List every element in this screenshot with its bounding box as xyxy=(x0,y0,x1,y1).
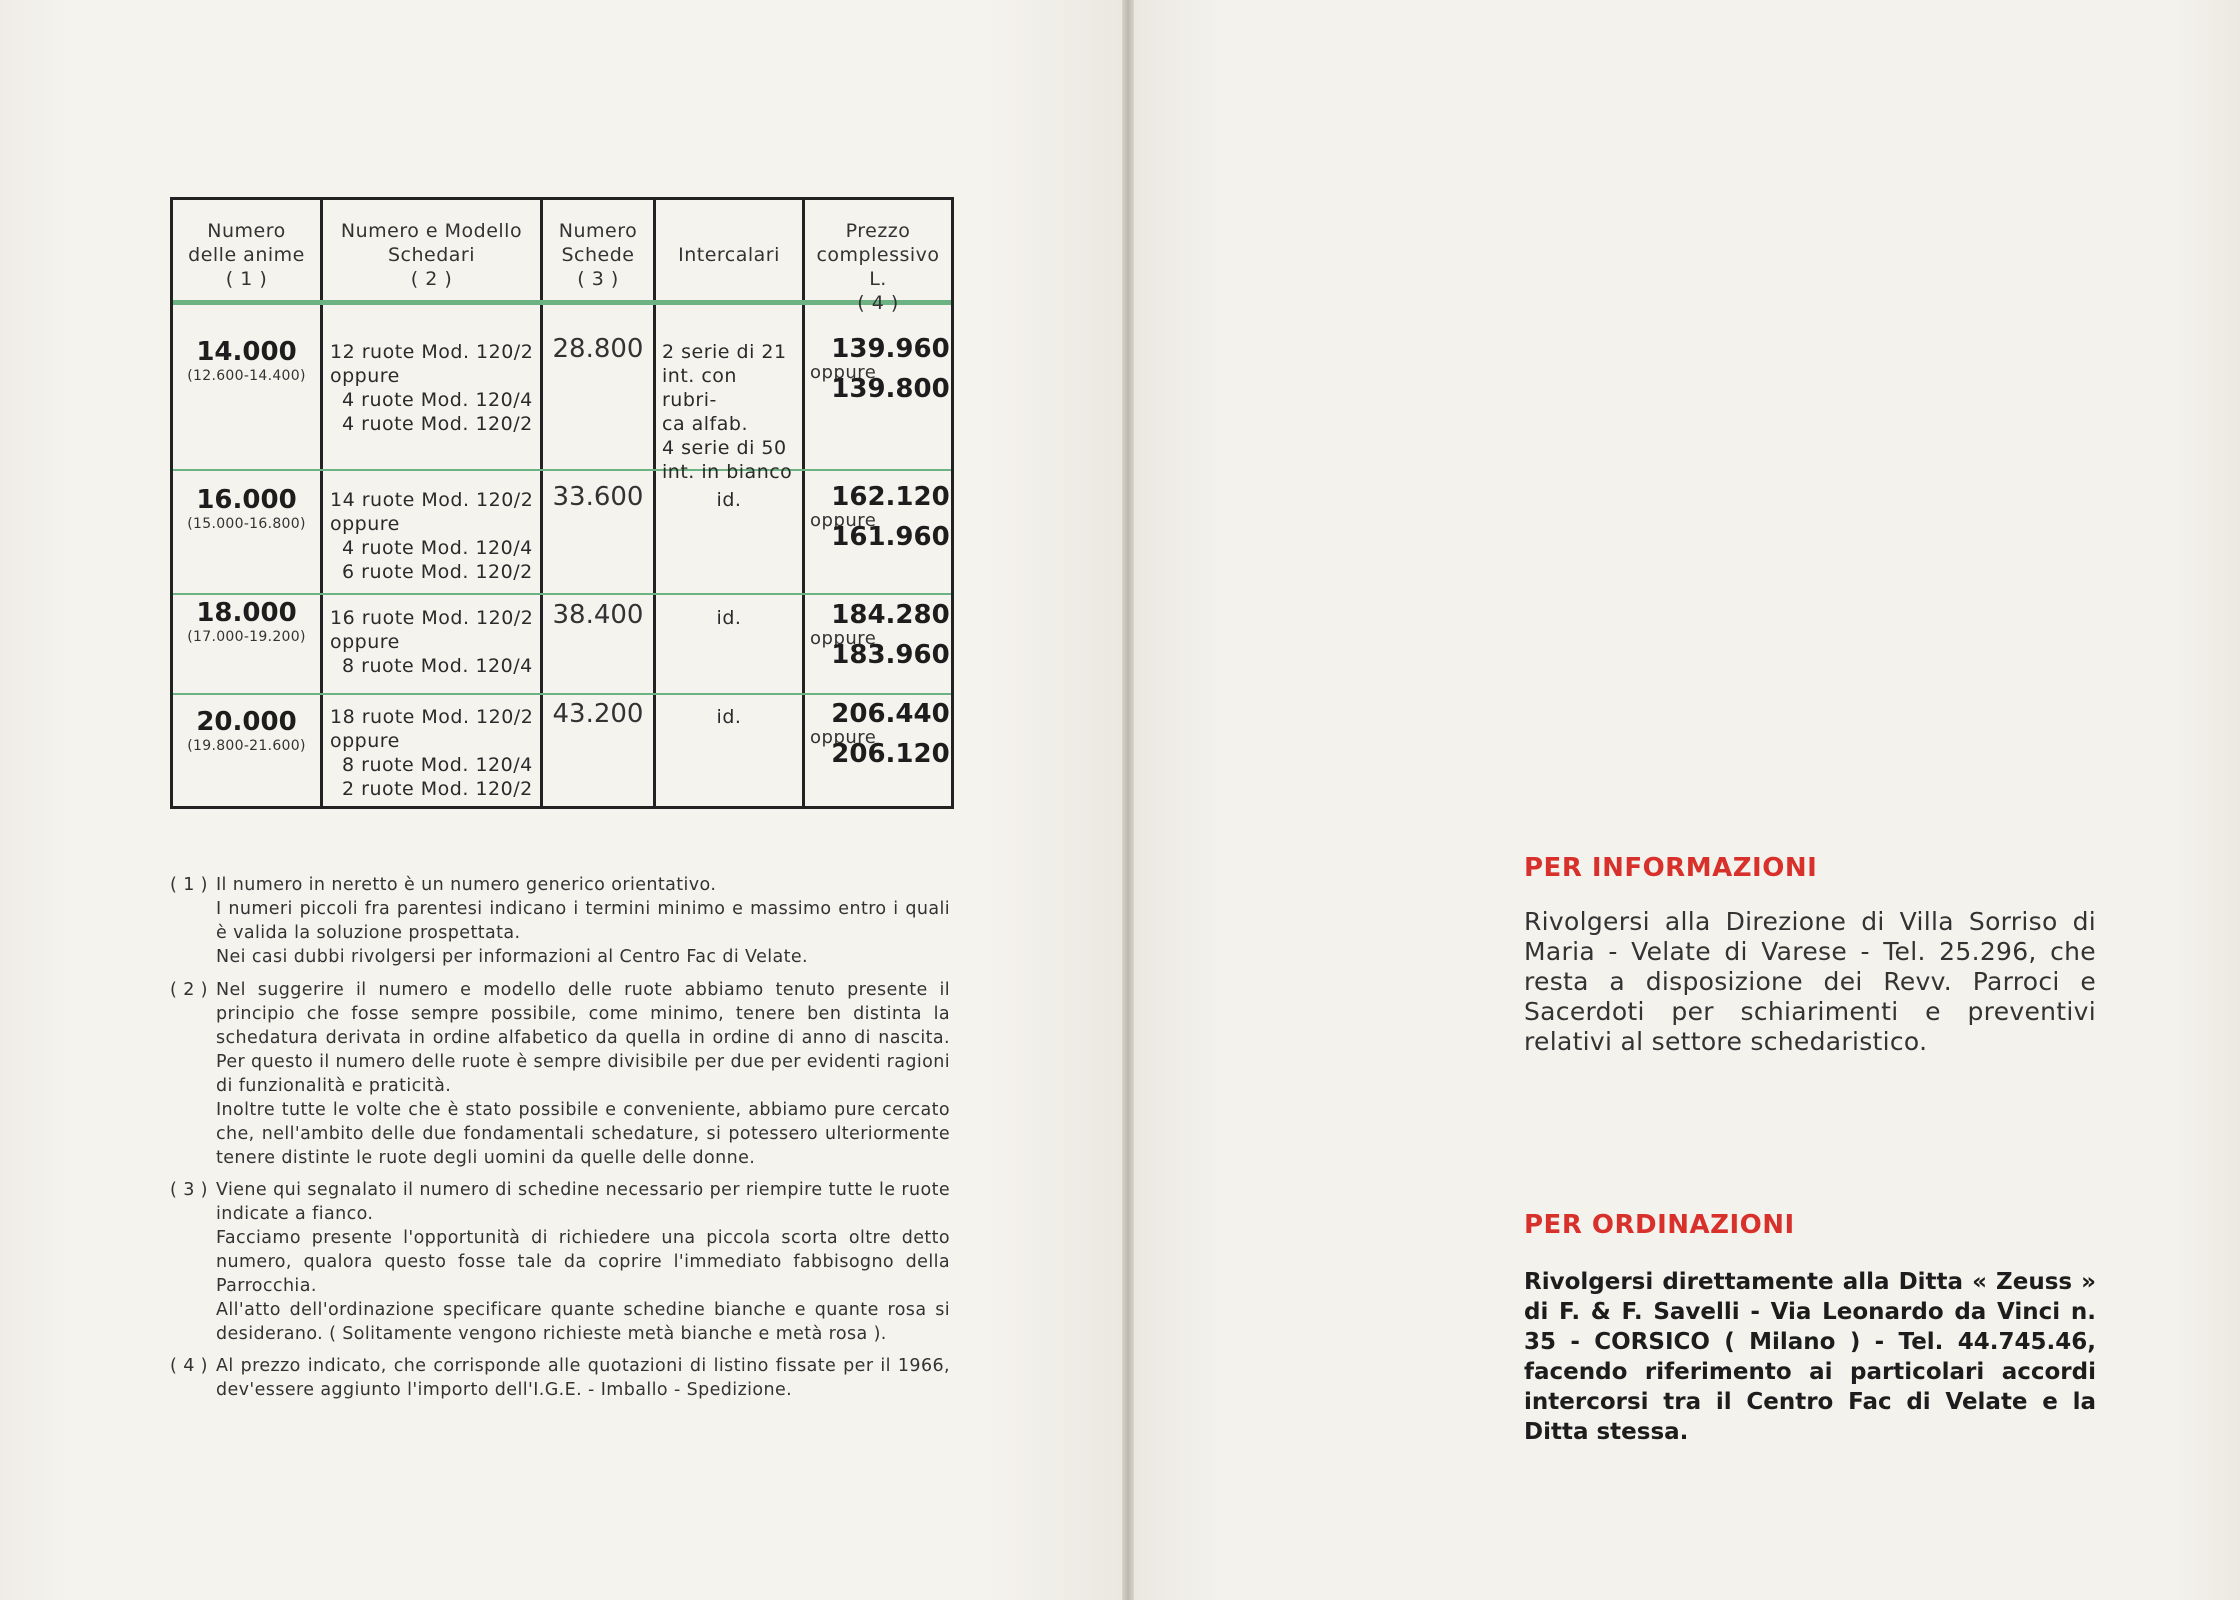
price-value: 162.120 xyxy=(831,482,950,512)
info-title: PER INFORMAZIONI xyxy=(1524,853,1818,883)
intercalari-cell xyxy=(662,340,798,484)
price-value: 206.120 xyxy=(831,739,950,769)
schedari-cell xyxy=(330,488,540,584)
schedari-cell xyxy=(330,340,540,436)
header-line: Schedari xyxy=(387,244,476,266)
schedari-line: 4 ruote Mod. 120/4 xyxy=(342,537,533,559)
schedari-line: 16 ruote Mod. 120/2 xyxy=(330,607,534,629)
intercalari-line: int. con rubri- xyxy=(662,365,737,411)
schedari-line: 2 ruote Mod. 120/2 xyxy=(342,778,533,800)
header-line: Schede xyxy=(561,244,635,266)
footnote-text: Nei casi dubbi rivolgersi per informazioni al Centro Fac di Velate. xyxy=(216,947,809,967)
header-line: Prezzo xyxy=(845,220,911,242)
header-intercalari xyxy=(656,243,802,267)
oppure-label: oppure xyxy=(810,362,877,383)
prezzo-cell xyxy=(810,334,951,404)
footnote-text: Il numero in neretto è un numero generico orientativo. xyxy=(216,875,717,895)
book-spine xyxy=(1122,0,1134,1600)
anime-range: (17.000-19.200) xyxy=(187,629,306,645)
prezzo-cell xyxy=(810,600,951,670)
footnote xyxy=(170,978,950,1170)
footnote-marker: ( 3 ) xyxy=(170,1180,208,1200)
schedari-cell xyxy=(330,606,540,678)
schedari-line: 6 ruote Mod. 120/2 xyxy=(342,561,533,583)
header-schede xyxy=(543,219,653,291)
oppure-label: oppure xyxy=(810,727,877,748)
oppure-label: oppure xyxy=(810,628,877,649)
price-value: 139.800 xyxy=(831,374,950,404)
footnote-text: Viene qui segnalato il numero di schedine necessario per riempire tutte le ruote indicate a fianco. xyxy=(216,1180,950,1224)
anime-range: (12.600-14.400) xyxy=(187,368,306,384)
intercalari-line: ca alfab. xyxy=(662,413,748,435)
footnote-text: Nel suggerire il numero e modello delle ruote abbiamo tenuto presente il principio che fosse sempre possibile, come minimo, tenere ben distinta la schedatura derivata in ordine alfabetico da quella in ordine di anno di nascita. Per questo il numero delle ruote è sempre divisibile per due per evidenti ragioni di funzionalità e praticità. xyxy=(216,980,950,1096)
price-value: 183.960 xyxy=(831,640,950,670)
footnote-text: All'atto dell'ordinazione specificare quante schedine bianche e quante rosa si desiderano. ( Solitamente vengono richieste metà bianche e metà rosa ). xyxy=(216,1300,950,1344)
header-line: ( 4 ) xyxy=(857,292,899,314)
footnote-marker: ( 4 ) xyxy=(170,1356,208,1376)
footnote-marker: ( 2 ) xyxy=(170,980,208,1000)
oppure-label: oppure xyxy=(810,510,877,531)
orders-body: Rivolgersi direttamente alla Ditta « Zeuss » di F. & F. Savelli - Via Leonardo da Vinci n. 35 - CORSICO ( Milano ) - Tel. 44.745.46, facendo riferimento ai particolari accordi intercorsi tra il Centro Fac di Velate e la Ditta stessa. xyxy=(1524,1269,2096,1445)
row-rule xyxy=(173,593,951,595)
prezzo-cell xyxy=(810,482,951,552)
anime-value: 20.000 xyxy=(196,707,297,737)
anime-range: (15.000-16.800) xyxy=(187,516,306,532)
schedari-line: 18 ruote Mod. 120/2 xyxy=(330,706,534,728)
info-body: Rivolgersi alla Direzione di Villa Sorriso di Maria - Velate di Varese - Tel. 25.296, che resta a disposizione dei Revv. Parroci e Sacerdoti per schiarimenti e preventivi relativi al settore schedaristico. xyxy=(1524,907,2096,1056)
schedari-line: oppure xyxy=(330,513,400,535)
anime-value: 16.000 xyxy=(196,485,297,515)
intercalari-cell: id. xyxy=(716,607,742,629)
header-prezzo xyxy=(805,219,951,315)
price-table xyxy=(170,197,954,811)
intercalari-cell: id. xyxy=(716,489,742,511)
footnote-text: Facciamo presente l'opportunità di richiedere una piccola scorta oltre detto numero, qualora questo fosse tale da coprire l'immediato fabbisogno della Parrocchia. xyxy=(216,1228,950,1296)
intercalari-line: 2 serie di 21 xyxy=(662,341,787,363)
schede-value: 28.800 xyxy=(552,334,644,364)
header-line: delle anime xyxy=(188,244,305,266)
table-row xyxy=(173,485,320,536)
schedari-line: 8 ruote Mod. 120/4 xyxy=(342,655,533,677)
schedari-line: 4 ruote Mod. 120/2 xyxy=(342,413,533,435)
intercalari-cell: id. xyxy=(716,706,742,728)
anime-value: 18.000 xyxy=(196,598,297,628)
schedari-line: 14 ruote Mod. 120/2 xyxy=(330,489,534,511)
header-anime xyxy=(173,219,320,291)
schede-value: 38.400 xyxy=(552,600,644,630)
schedari-line: oppure xyxy=(330,730,400,752)
price-value: 206.440 xyxy=(831,699,950,729)
footnote-text: Inoltre tutte le volte che è stato possibile e conveniente, abbiamo pure cercato che, nell'ambito delle due fondamentali schedature, si potessero ulteriormente tenere distinte le ruote degli uomini da quelle delle donne. xyxy=(216,1100,950,1168)
schede-value: 43.200 xyxy=(552,699,644,729)
footnote-marker: ( 1 ) xyxy=(170,875,208,895)
header-line: Numero xyxy=(207,220,286,242)
orders-title: PER ORDINAZIONI xyxy=(1524,1210,1795,1240)
footnote xyxy=(170,1178,950,1346)
schedari-line: oppure xyxy=(330,631,400,653)
price-value: 139.960 xyxy=(831,334,950,364)
anime-value: 14.000 xyxy=(196,337,297,367)
prezzo-cell xyxy=(810,699,951,769)
header-line: Numero e Modello xyxy=(340,220,523,242)
price-value: 161.960 xyxy=(831,522,950,552)
table-row xyxy=(173,598,320,649)
row-rule xyxy=(173,469,951,471)
intercalari-line: int. in bianco xyxy=(662,461,793,483)
header-line: complessivo L. xyxy=(816,244,940,290)
row-rule xyxy=(173,693,951,695)
schedari-line: 8 ruote Mod. 120/4 xyxy=(342,754,533,776)
table-row xyxy=(173,337,320,388)
footnote xyxy=(170,873,950,969)
schedari-line: 4 ruote Mod. 120/4 xyxy=(342,389,533,411)
header-line: ( 2 ) xyxy=(410,268,453,290)
header-schedari xyxy=(323,219,540,291)
header-line: Numero xyxy=(558,220,638,242)
schede-value: 33.600 xyxy=(552,482,644,512)
table-bottom-rule xyxy=(170,806,954,809)
schedari-cell xyxy=(330,705,540,801)
header-line: ( 3 ) xyxy=(577,268,619,290)
table-top-rule xyxy=(170,197,954,200)
schedari-line: oppure xyxy=(330,365,400,387)
anime-range: (19.800-21.600) xyxy=(187,738,306,754)
header-line: Intercalari xyxy=(678,244,780,266)
header-line: ( 1 ) xyxy=(225,268,268,290)
intercalari-line: 4 serie di 50 xyxy=(662,437,787,459)
price-value: 184.280 xyxy=(831,600,950,630)
schedari-line: 12 ruote Mod. 120/2 xyxy=(330,341,534,363)
table-border-right xyxy=(951,200,954,806)
footnote xyxy=(170,1354,950,1402)
footnote-text: Al prezzo indicato, che corrisponde alle quotazioni di listino fissate per il 1966, dev'essere aggiunto l'importo dell'I.G.E. - Imballo - Spedizione. xyxy=(216,1356,950,1400)
footnote-text: I numeri piccoli fra parentesi indicano i termini minimo e massimo entro i quali è valida la soluzione prospettata. xyxy=(216,899,950,943)
table-row xyxy=(173,707,320,758)
